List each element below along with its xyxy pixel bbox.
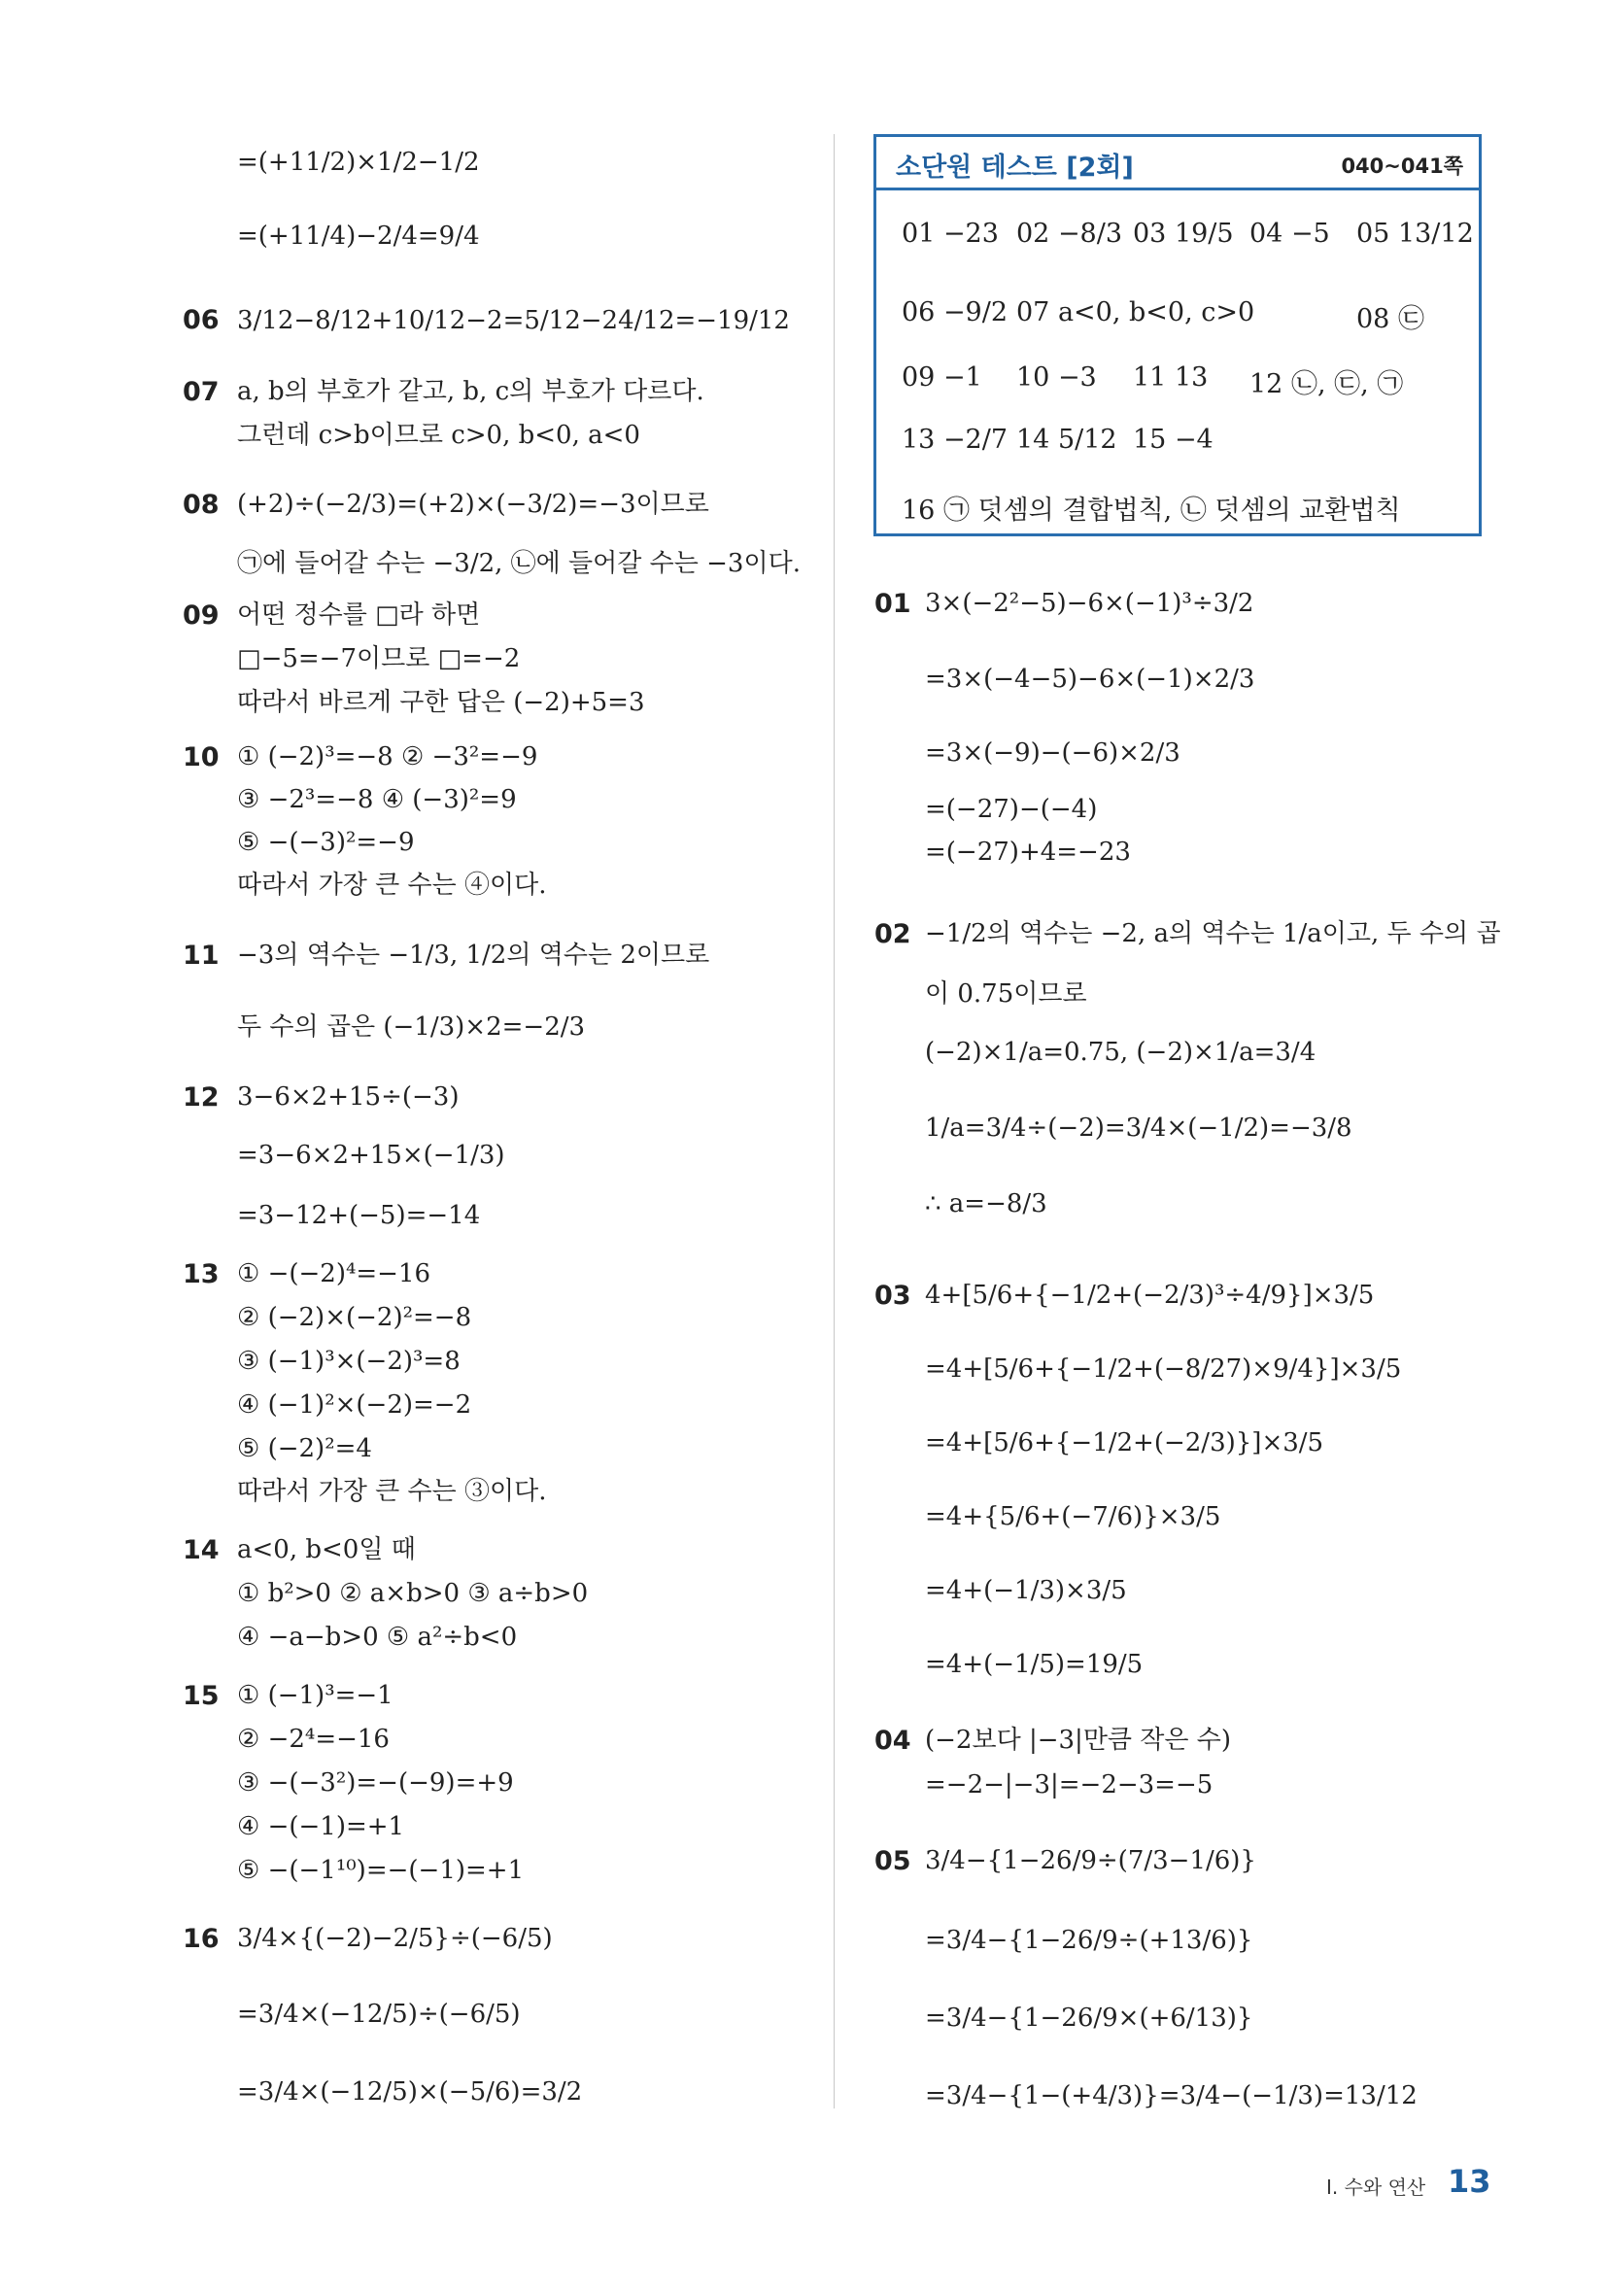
answer-box-pages: 040~041쪽 (1341, 154, 1463, 178)
solution-line: =4+[5/6+{−1/2+(−8/27)×9/4}]×3/5 (925, 1354, 1402, 1384)
answer-box (873, 134, 1482, 536)
solution-line: =(+11/4)−2/4=9/4 (237, 222, 480, 251)
solution-line: 따라서 가장 큰 수는 ④이다. (237, 871, 547, 900)
solution-line: =4+(−1/3)×3/5 (925, 1576, 1127, 1605)
solution-line: ① b²>0 ② a×b>0 ③ a÷b>0 (237, 1579, 589, 1608)
answer-box-header (876, 137, 1479, 190)
problem-number: 03 (874, 1281, 911, 1311)
answer-item: 14 5/12 (1016, 425, 1117, 455)
solution-line: a, b의 부호가 같고, b, c의 부호가 다르다. (237, 377, 704, 406)
solution-line: 3×(−2²−5)−6×(−1)³÷3/2 (925, 589, 1254, 618)
answer-item: 03 19/5 (1133, 219, 1234, 249)
answer-item: 02 −8/3 (1016, 219, 1123, 249)
solution-line: −1/2의 역수는 −2, a의 역수는 1/a이고, 두 수의 곱 (925, 919, 1501, 948)
problem-number: 01 (874, 589, 911, 619)
solution-line: −3의 역수는 −1/3, 1/2의 역수는 2이므로 (237, 941, 710, 970)
solution-line: ⑤ (−2)²=4 (237, 1434, 372, 1463)
answer-item: 13 −2/7 (902, 425, 1009, 455)
solution-line: ⑤ −(−3)²=−9 (237, 828, 415, 857)
solution-line: 그런데 c>b이므로 c>0, b<0, a<0 (237, 421, 640, 450)
solution-line: ㉠에 들어갈 수는 −3/2, ㉡에 들어갈 수는 −3이다. (237, 549, 801, 578)
problem-number: 04 (874, 1726, 911, 1756)
answer-item: 15 −4 (1133, 425, 1214, 455)
solution-line: =(+11/2)×1/2−1/2 (237, 148, 480, 177)
solution-line: =3−12+(−5)=−14 (237, 1201, 481, 1230)
problem-number: 05 (874, 1846, 911, 1876)
solution-line: =3/4−{1−26/9÷(+13/6)} (925, 1926, 1253, 1955)
solution-line: ② −2⁴=−16 (237, 1725, 390, 1754)
solution-line: =3/4−{1−26/9×(+6/13)} (925, 2004, 1253, 2033)
solution-line: =−2−|−3|=−2−3=−5 (925, 1770, 1214, 1799)
answer-box-title: 소단원 테스트 [2회] (896, 153, 1134, 183)
answer-item: 07 a<0, b<0, c>0 (1016, 297, 1255, 327)
footer-section: Ⅰ. 수와 연산 (1326, 2176, 1426, 2199)
solution-line: a<0, b<0일 때 (237, 1535, 416, 1564)
solution-line: ④ −a−b>0 ⑤ a²÷b<0 (237, 1623, 518, 1652)
answer-item: 10 −3 (1016, 362, 1097, 393)
solution-line: 두 수의 곱은 (−1/3)×2=−2/3 (237, 1012, 586, 1042)
solution-line: ③ (−1)³×(−2)³=8 (237, 1347, 461, 1376)
problem-number: 07 (183, 377, 220, 407)
solution-line: ① (−2)³=−8 ② −3²=−9 (237, 742, 538, 771)
solution-line: 이 0.75이므로 (925, 979, 1087, 1009)
problem-number: 06 (183, 305, 220, 335)
solution-line: =3−6×2+15×(−1/3) (237, 1141, 505, 1170)
problem-number: 14 (183, 1535, 220, 1565)
answer-item: 01 −23 (902, 219, 999, 249)
solution-line: =4+[5/6+{−1/2+(−2/3)}]×3/5 (925, 1428, 1324, 1457)
solution-line: 따라서 가장 큰 수는 ③이다. (237, 1477, 547, 1506)
solution-line: □−5=−7이므로 □=−2 (237, 644, 521, 673)
solution-line: ⑤ −(−1¹⁰)=−(−1)=+1 (237, 1856, 525, 1885)
solution-line: 따라서 바르게 구한 답은 (−2)+5=3 (237, 688, 645, 717)
solution-line: =(−27)+4=−23 (925, 838, 1131, 867)
solution-line: =3/4×(−12/5)÷(−6/5) (237, 2000, 521, 2029)
answer-item: 05 13/12 (1356, 219, 1474, 249)
solution-line: (−2보다 |−3|만큼 작은 수) (925, 1726, 1232, 1755)
solution-line: =(−27)−(−4) (925, 795, 1098, 824)
problem-number: 16 (183, 1924, 220, 1954)
solution-line: 1/a=3/4÷(−2)=3/4×(−1/2)=−3/8 (925, 1114, 1352, 1143)
solution-line: 어떤 정수를 □라 하면 (237, 600, 481, 630)
solution-line: ③ −(−3²)=−(−9)=+9 (237, 1768, 514, 1798)
answer-item: 11 13 (1133, 362, 1209, 393)
solution-line: 4+[5/6+{−1/2+(−2/3)³÷4/9}]×3/5 (925, 1281, 1375, 1310)
answer-item: 16 ㉠ 덧셈의 결합법칙, ㉡ 덧셈의 교환법칙 (902, 496, 1401, 526)
solution-line: 3/4−{1−26/9÷(7/3−1/6)} (925, 1846, 1256, 1875)
solution-line: =3/4−{1−(+4/3)}=3/4−(−1/3)=13/12 (925, 2081, 1418, 2110)
page-number: 13 (1448, 2163, 1491, 2200)
solution-line: ③ −2³=−8 ④ (−3)²=9 (237, 785, 517, 814)
solution-line: ④ (−1)²×(−2)=−2 (237, 1390, 472, 1420)
solution-line: =4+(−1/5)=19/5 (925, 1650, 1144, 1679)
solution-line: =3/4×(−12/5)×(−5/6)=3/2 (237, 2077, 583, 2107)
solution-line: =3×(−4−5)−6×(−1)×2/3 (925, 665, 1255, 694)
column-divider (834, 134, 835, 2108)
solution-line: ① −(−2)⁴=−16 (237, 1259, 431, 1288)
problem-number: 08 (183, 490, 220, 520)
solution-line: =3×(−9)−(−6)×2/3 (925, 738, 1180, 768)
problem-number: 10 (183, 742, 220, 772)
answer-item: 12 ㉡, ㉢, ㉠ (1249, 369, 1404, 399)
answer-item: 09 −1 (902, 362, 982, 393)
solution-line: (+2)÷(−2/3)=(+2)×(−3/2)=−3이므로 (237, 490, 709, 519)
problem-number: 15 (183, 1681, 220, 1711)
problem-number: 02 (874, 919, 911, 949)
solution-line: ② (−2)×(−2)²=−8 (237, 1303, 472, 1332)
answer-item: 08 ㉢ (1356, 304, 1424, 334)
solution-line: =4+{5/6+(−7/6)}×3/5 (925, 1502, 1221, 1531)
problem-number: 11 (183, 941, 220, 971)
solution-line: 3/4×{(−2)−2/5}÷(−6/5) (237, 1924, 553, 1953)
solution-line: ④ −(−1)=+1 (237, 1812, 405, 1841)
solution-line: (−2)×1/a=0.75, (−2)×1/a=3/4 (925, 1038, 1316, 1067)
answer-item: 04 −5 (1249, 219, 1330, 249)
problem-number: 13 (183, 1259, 220, 1289)
solution-line: ∴ a=−8/3 (925, 1189, 1047, 1218)
solution-line: ① (−1)³=−1 (237, 1681, 393, 1710)
solution-line: 3−6×2+15÷(−3) (237, 1082, 460, 1112)
solution-line: 3/12−8/12+10/12−2=5/12−24/12=−19/12 (237, 306, 790, 335)
answer-item: 06 −9/2 (902, 297, 1009, 327)
problem-number: 09 (183, 600, 220, 631)
problem-number: 12 (183, 1082, 220, 1113)
